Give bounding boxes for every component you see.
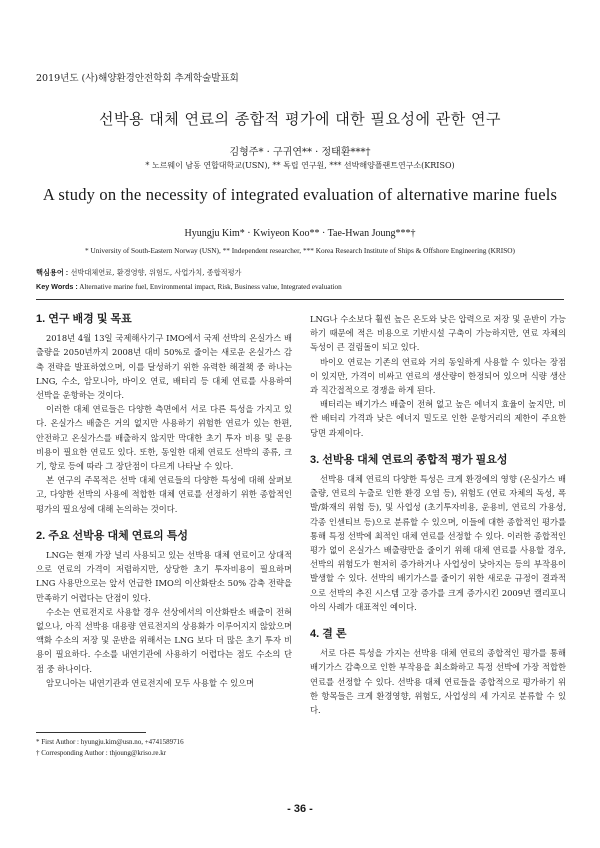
footnote-first-author: * First Author : hyungju.kim@usn.no, +4741589716 xyxy=(36,738,184,746)
section-4-paragraph: 서로 다른 특성을 가지는 선박용 대체 연료의 종합적인 평가를 통해 배기가스 감축으로 인한 부작용을 최소화하고 특정 선박에 가장 적합한 연료를 선정할 수 있다. 선박용 대체 연료들을 종합적으로 평가하기 위한 항목들은 크게 환경영향, 위험도, 사업성의 세 가지로 분류할 수 있다. xyxy=(310,648,566,716)
footnote-corresponding-author: † Corresponding Author : thjoung@kriso.re.kr xyxy=(36,749,167,757)
section-3-paragraph: 선박용 대체 연료의 다양한 특성은 크게 환경에의 영향 (온실가스 배출량, 연료의 누출로 인한 환경 오염 등), 위험도 (연료 자체의 독성, 폭발/화재의 위험 등), 및 사업성 (초기투자비용, 운용비, 연료의 가용성, 각종 인센티브 등)으로 분류할 수 있으며, 이들에 대한 종합적인 평가를 통해 특정 선박에 최적인 대체 연료를 선정할 수 있다. 이러한 종합적인 평가 없이 온실가스 배출량만을 줄이기 위해 대체 연료를 사용할 경우, 선박의 위험도가 현저히 증가하거나 사업성이 낮아지는 등의 부작용이 발생할 수 있다. 선박의 배기가스를 줄이기 위한 새로운 규정이 결과적으로 선박의 추진 시스템 고장 증가를 크게 증가시킨 2009년 캘리포니아의 사례가 대표적인 예이다. xyxy=(310,474,566,612)
header-divider xyxy=(36,299,564,300)
section-2-paragraph: LNG는 현재 가장 널리 사용되고 있는 선박용 대체 연료이고 상대적으로 연료의 가격이 저렴하지만, 상당한 초기 투자비용이 필요하며 LNG 사용만으로는 앞서 언급한 IMO의 이산화탄소 50% 감축 전략을 만족하기 어렵다는 단점이 있다. xyxy=(36,550,292,603)
affiliations-korean: * 노르웨이 남동 연합대학교(USN), ** 독립 연구원, *** 선박해양플랜트연구소(KRISO) xyxy=(145,161,455,170)
section-3-heading: 3. 선박용 대체 연료의 종합적 평가 필요성 xyxy=(310,453,508,466)
page-number: - 36 - xyxy=(287,803,313,815)
section-4-heading: 4. 결 론 xyxy=(310,628,347,641)
authors-english: Hyungju Kim* · Kwiyeon Koo** · Tae-Hwan Joung***† xyxy=(184,228,416,239)
affiliations-english: * University of South-Eastern Norway (USN), ** Independent researcher, *** Korea Research Institute of Ships & Offshore Engineering (KRISO) xyxy=(85,246,515,255)
paper-title-korean: 선박용 대체 연료의 종합적 평가에 대한 필요성에 관한 연구 xyxy=(99,110,501,128)
keywords-english-label: Key Words : xyxy=(36,282,78,291)
conference-header: 2019년도 (사)해양환경안전학회 추계학술발표회 xyxy=(36,73,239,84)
section-2-paragraph: 바이오 연료는 기존의 연료와 거의 동일하게 사용할 수 있다는 장점이 있지만, 가격이 비싸고 연료의 생산량이 한정되어 있으며 식량 생산과 직간접적으로 경쟁을 하게 된다. xyxy=(310,356,566,396)
right-column xyxy=(310,312,566,717)
section-2-paragraph: 배터리는 배기가스 배출이 전혀 없고 높은 에너지 효율이 높지만, 비싼 배터리 가격과 낮은 에너지 밀도로 인한 운항거리의 제한이 주요한 당면 과제이다. xyxy=(310,399,566,438)
keywords-korean xyxy=(36,268,242,278)
section-1-paragraph: 본 연구의 주목적은 선박 대체 연료들의 다양한 특성에 대해 살펴보고, 다양한 선박의 사용에 적합한 대체 연료를 선정하기 위한 종합적인 평가의 필요성에 대해 논의하는 것이다. xyxy=(36,475,292,514)
authors-korean: 김형주* · 구귀연** · 정태환***† xyxy=(229,147,371,158)
keywords-korean-text: 선박대체연료, 환경영향, 위험도, 사업가치, 종합적평가 xyxy=(70,268,242,277)
keywords-english-text: Alternative marine fuel, Environmental impact, Risk, Business value, Integrated evaluation xyxy=(79,283,342,291)
section-2-paragraph-part: 암모니아는 내연기관과 연료전지에 모두 사용할 수 있으며 xyxy=(46,677,255,688)
section-2-heading: 2. 주요 선박용 대체 연료의 특성 xyxy=(36,529,188,542)
section-1-paragraph: 2018년 4월 13일 국제해사기구 IMO에서 국제 선박의 온실가스 배출량을 2050년까지 2008년 대비 50%로 줄이는 새로운 온실가스 감축 전략을 발표하였으며, 이를 달성하기 위한 유력한 해결책 중 하나는 LNG, 수소, 암모니아, 바이오 연료, 배터리 등 대체 연료를 사용하여 선박을 운항하는 것이다. xyxy=(36,333,292,401)
section-2-paragraph-continued: LNG나 수소보다 훨씬 높은 온도와 낮은 압력으로 저장 및 운반이 가능하기 때문에 적은 비용으로 기반시설 구축이 가능하지만, 연료 자체의 독성이 큰 걸림돌이 되고 있다. xyxy=(310,314,566,353)
section-1-paragraph: 이러한 대체 연료들은 다양한 측면에서 서로 다른 특성을 가지고 있다. 온실가스 배출은 거의 없지만 사용하기 위험한 연료가 있는 한편, 안전하고 온실가스를 배출하지 않지만 막대한 초기 투자 비용 및 운용비용이 필요한 연료도 있다. 또한, 동일한 대체 연료도 선박의 종류, 크기, 항로 등에 따라 그 장단점이 다르게 나타날 수 있다. xyxy=(36,404,292,472)
paper-title-english: A study on the necessity of integrated evaluation of alternative marine fuels xyxy=(42,185,558,204)
footnote-divider xyxy=(36,732,146,733)
keywords-korean-label: 핵심용어 : xyxy=(36,268,69,277)
section-2-paragraph: 수소는 연료전지로 사용할 경우 선상에서의 이산화탄소 배출이 전혀 없으나, 아직 선박용 대용량 연료전지의 상용화가 이루어지지 않았으며 액화 수소의 저장 및 운반을 위해서는 LNG 보다 더 많은 초기 투자 비용이 필요하다. 수소를 내연기관에 사용하기 어렵다는 점도 수소의 단점 중 하나이다. xyxy=(36,606,292,674)
section-1-heading: 1. 연구 배경 및 목표 xyxy=(36,313,132,325)
keywords-english xyxy=(36,282,342,291)
left-column xyxy=(36,312,292,690)
